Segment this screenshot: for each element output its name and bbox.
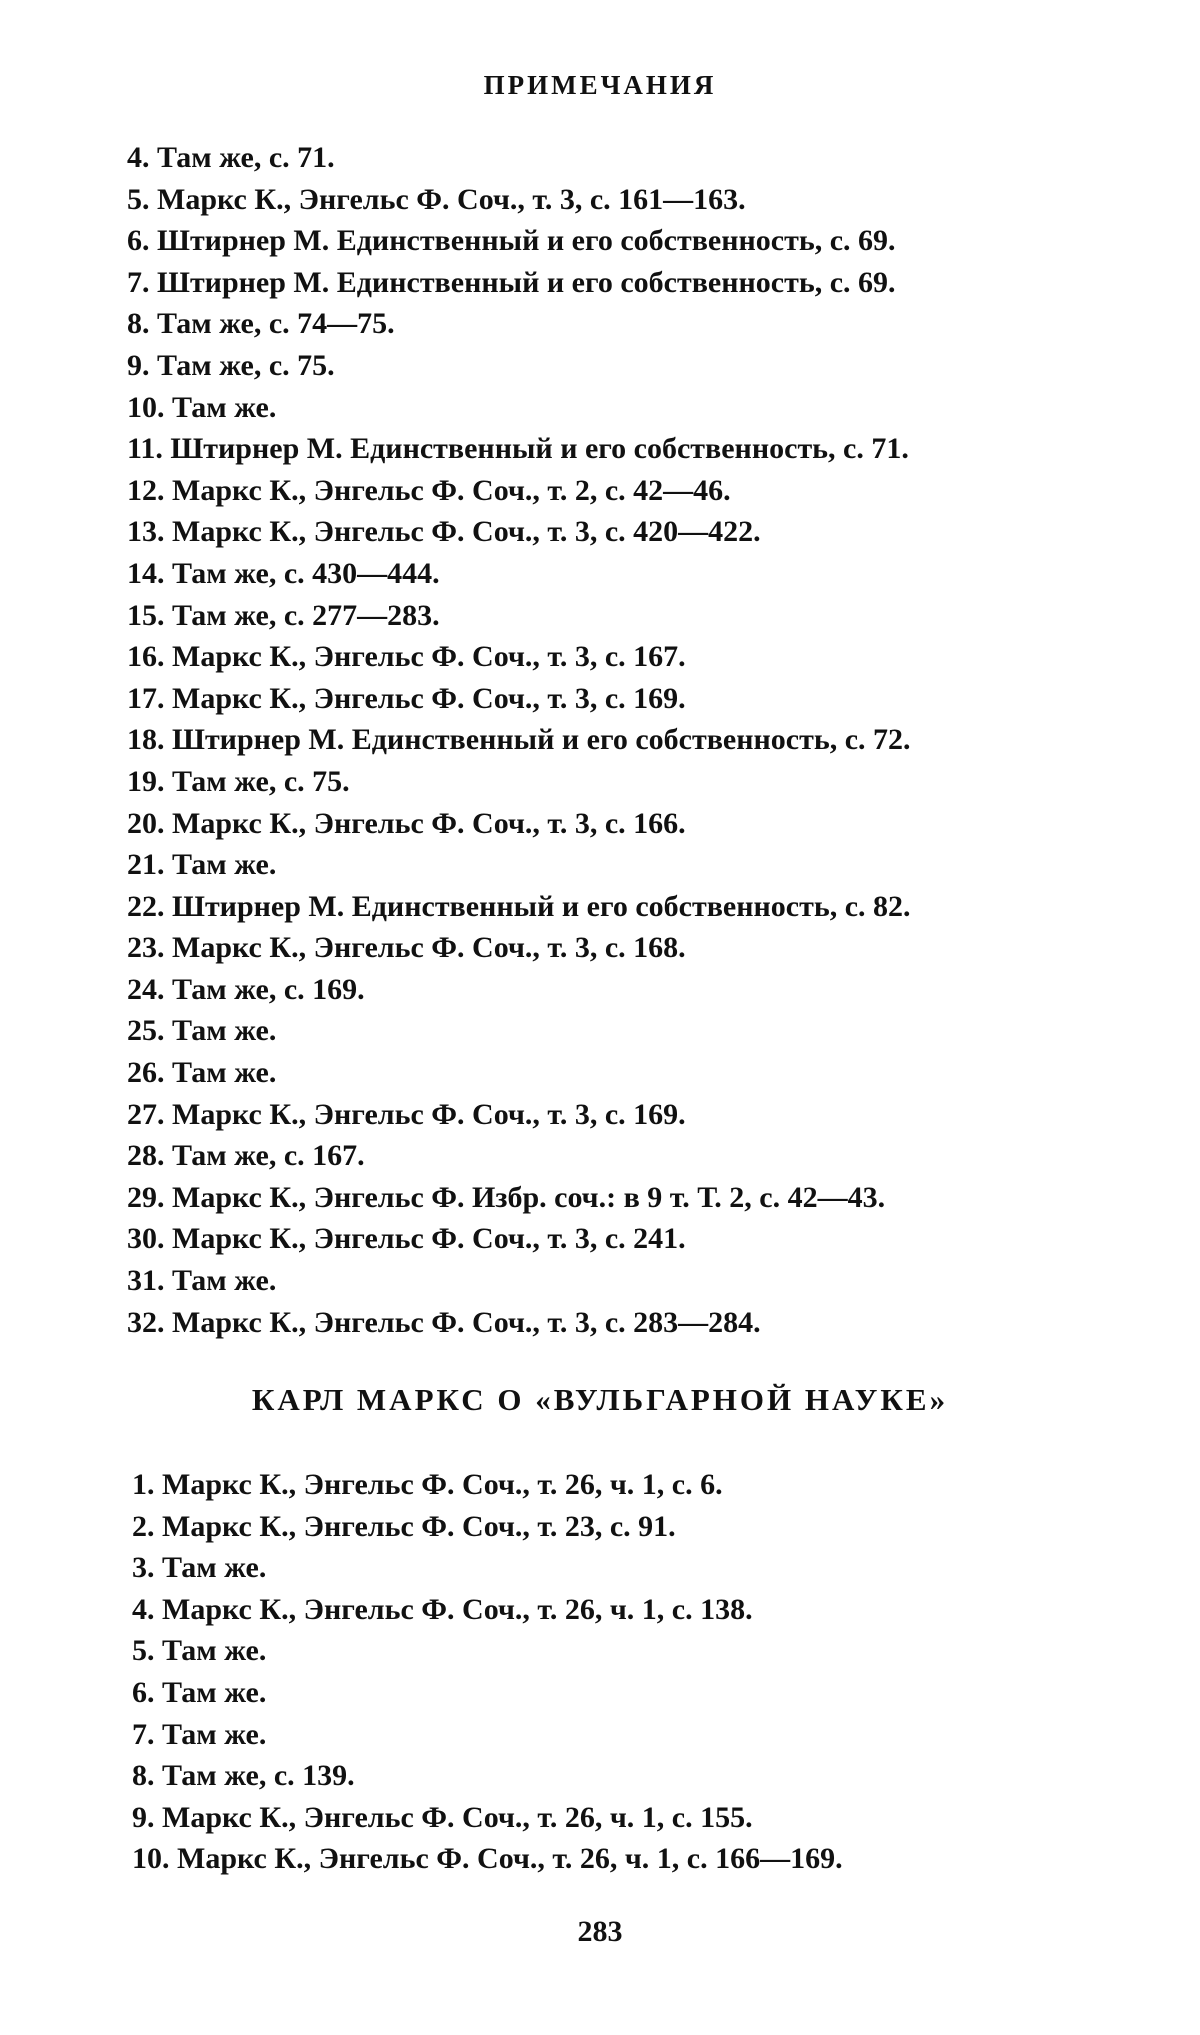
note-item: 12. Маркс К., Энгельс Ф. Соч., т. 2, с. 42—46. xyxy=(127,473,731,507)
note-item: 10. Там же. xyxy=(127,390,277,424)
note-item: 16. Маркс К., Энгельс Ф. Соч., т. 3, с. 167. xyxy=(127,640,686,674)
note-item: 1. Маркс К., Энгельс Ф. Соч., т. 26, ч. 1, с. 6. xyxy=(132,1468,723,1501)
note-item: 7. Там же. xyxy=(132,1717,267,1751)
note-item: 23. Маркс К., Энгельс Ф. Соч., т. 3, с. 168. xyxy=(127,931,686,965)
note-item: 28. Там же, с. 167. xyxy=(127,1139,365,1173)
note-item: 8. Там же, с. 74—75. xyxy=(127,307,395,341)
note-item: 6. Там же. xyxy=(132,1675,267,1709)
note-item: 4. Там же, с. 71. xyxy=(127,141,335,174)
notes-list-vulgar-science xyxy=(132,1464,1132,1880)
note-item: 9. Маркс К., Энгельс Ф. Соч., т. 26, ч. 1, с. 155. xyxy=(132,1800,753,1834)
note-item: 6. Штирнер М. Единственный и его собственность, с. 69. xyxy=(127,224,896,258)
note-item: 8. Там же, с. 139. xyxy=(132,1759,355,1793)
note-item: 2. Маркс К., Энгельс Ф. Соч., т. 23, с. 91. xyxy=(132,1509,676,1543)
note-item: 26. Там же. xyxy=(127,1056,277,1090)
section-title: КАРЛ МАРКС О «ВУЛЬГАРНОЙ НАУКЕ» xyxy=(251,1382,949,1417)
note-item: 29. Маркс К., Энгельс Ф. Избр. соч.: в 9 т. Т. 2, с. 42—43. xyxy=(127,1180,886,1214)
note-item: 21. Там же. xyxy=(127,848,277,882)
note-item: 15. Там же, с. 277—283. xyxy=(127,598,440,632)
note-item: 22. Штирнер М. Единственный и его собственность, с. 82. xyxy=(127,889,911,923)
note-item: 17. Маркс К., Энгельс Ф. Соч., т. 3, с. 169. xyxy=(127,681,686,715)
note-item: 24. Там же, с. 169. xyxy=(127,972,365,1006)
note-item: 14. Там же, с. 430—444. xyxy=(127,556,440,590)
note-item: 13. Маркс К., Энгельс Ф. Соч., т. 3, с. 420—422. xyxy=(127,515,761,549)
note-item: 19. Там же, с. 75. xyxy=(127,764,350,798)
note-item: 3. Там же. xyxy=(132,1551,267,1585)
note-item: 5. Там же. xyxy=(132,1634,267,1668)
note-item: 7. Штирнер М. Единственный и его собственность, с. 69. xyxy=(127,265,896,299)
running-head: ПРИМЕЧАНИЯ xyxy=(483,70,717,100)
note-item: 32. Маркс К., Энгельс Ф. Соч., т. 3, с. 283—284. xyxy=(127,1305,761,1339)
page-number: 283 xyxy=(577,1915,623,1948)
note-item: 30. Маркс К., Энгельс Ф. Соч., т. 3, с. 241. xyxy=(127,1222,686,1256)
note-item: 31. Там же. xyxy=(127,1264,277,1298)
note-item: 5. Маркс К., Энгельс Ф. Соч., т. 3, с. 161—163. xyxy=(127,182,746,216)
note-item: 4. Маркс К., Энгельс Ф. Соч., т. 26, ч. 1, с. 138. xyxy=(132,1592,753,1626)
note-item: 9. Там же, с. 75. xyxy=(127,348,335,382)
note-item: 27. Маркс К., Энгельс Ф. Соч., т. 3, с. 169. xyxy=(127,1097,686,1131)
notes-list-primary xyxy=(127,137,1127,1343)
note-item: 20. Маркс К., Энгельс Ф. Соч., т. 3, с. 166. xyxy=(127,806,686,840)
note-item: 25. Там же. xyxy=(127,1014,277,1048)
note-item: 18. Штирнер М. Единственный и его собственность, с. 72. xyxy=(127,723,911,757)
note-item: 11. Штирнер М. Единственный и его собственность, с. 71. xyxy=(127,432,909,466)
note-item: 10. Маркс К., Энгельс Ф. Соч., т. 26, ч. 1, с. 166—169. xyxy=(132,1842,843,1876)
